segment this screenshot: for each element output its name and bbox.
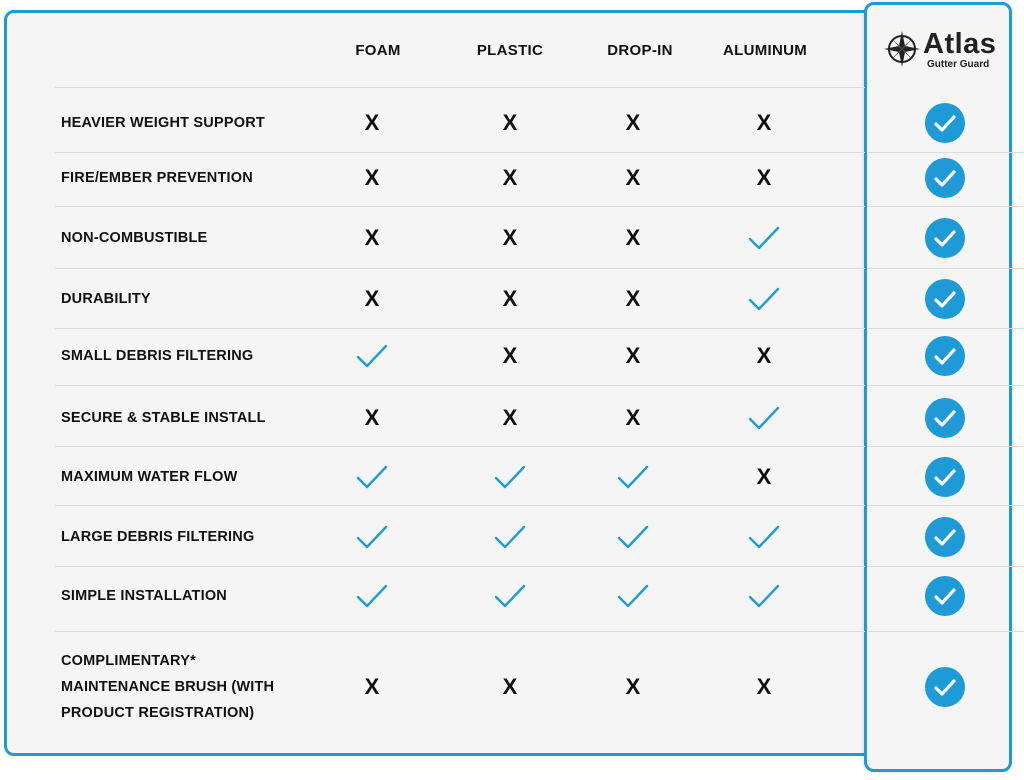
row-divider <box>55 566 865 567</box>
row-divider <box>55 328 865 329</box>
check-circle-icon <box>925 576 965 616</box>
check-icon <box>746 283 782 315</box>
column-header-aluminum: ALUMINUM <box>722 42 808 59</box>
row-label: HEAVIER WEIGHT SUPPORT <box>61 115 265 131</box>
check-icon <box>492 521 528 553</box>
column-header-foam: FOAM <box>355 42 401 59</box>
check-icon <box>746 521 782 553</box>
x-mark: X <box>502 165 518 190</box>
row-divider <box>868 385 1024 386</box>
check-icon <box>615 580 651 612</box>
check-icon <box>354 461 390 493</box>
x-mark: X <box>756 343 772 368</box>
row-divider <box>55 631 865 632</box>
row-label: FIRE/EMBER PREVENTION <box>61 170 253 186</box>
x-mark: X <box>625 343 641 368</box>
check-icon <box>746 580 782 612</box>
x-mark: X <box>502 225 518 250</box>
row-label: NON-COMBUSTIBLE <box>61 230 208 246</box>
row-label: SIMPLE INSTALLATION <box>61 588 227 604</box>
x-mark: X <box>625 405 641 430</box>
row-divider <box>55 446 865 447</box>
x-mark: X <box>502 343 518 368</box>
row-divider <box>55 268 865 269</box>
x-mark: X <box>756 464 772 489</box>
column-header-drop-in: DROP-IN <box>607 42 673 59</box>
check-icon <box>615 461 651 493</box>
row-label-line: MAINTENANCE BRUSH (WITH <box>61 679 275 695</box>
x-mark: X <box>756 165 772 190</box>
check-circle-icon <box>925 517 965 557</box>
x-mark: X <box>625 110 641 135</box>
x-mark: X <box>756 674 772 699</box>
row-label: LARGE DEBRIS FILTERING <box>61 529 255 545</box>
x-mark: X <box>756 110 772 135</box>
x-mark: X <box>364 165 380 190</box>
row-divider <box>55 505 865 506</box>
row-divider <box>868 446 1024 447</box>
check-circle-icon <box>925 103 965 143</box>
check-icon <box>354 521 390 553</box>
row-divider <box>55 87 865 88</box>
check-icon <box>746 222 782 254</box>
check-icon <box>492 580 528 612</box>
row-label-line: COMPLIMENTARY* <box>61 653 196 669</box>
row-divider <box>868 206 1024 207</box>
row-label <box>61 648 274 726</box>
check-circle-icon <box>925 279 965 319</box>
brand-subtitle: Gutter Guard <box>927 59 990 70</box>
check-icon <box>746 402 782 434</box>
compass-rose-icon <box>883 30 921 68</box>
x-mark: X <box>502 405 518 430</box>
check-icon <box>354 340 390 372</box>
x-mark: X <box>364 286 380 311</box>
x-mark: X <box>625 286 641 311</box>
row-label: SMALL DEBRIS FILTERING <box>61 348 254 364</box>
x-mark: X <box>625 674 641 699</box>
x-mark: X <box>625 165 641 190</box>
row-divider <box>55 206 865 207</box>
check-icon <box>492 461 528 493</box>
brand-name: Atlas <box>923 28 997 60</box>
x-mark: X <box>502 110 518 135</box>
row-divider <box>868 566 1024 567</box>
check-circle-icon <box>925 336 965 376</box>
check-circle-icon <box>925 398 965 438</box>
check-circle-icon <box>925 457 965 497</box>
check-circle-icon <box>925 667 965 707</box>
check-icon <box>615 521 651 553</box>
check-icon <box>354 580 390 612</box>
x-mark: X <box>364 110 380 135</box>
check-circle-icon <box>925 218 965 258</box>
row-label: MAXIMUM WATER FLOW <box>61 469 238 485</box>
row-divider <box>55 385 865 386</box>
x-mark: X <box>364 405 380 430</box>
row-label: DURABILITY <box>61 291 151 307</box>
x-mark: X <box>364 225 380 250</box>
row-divider <box>868 631 1024 632</box>
atlas-logo <box>883 30 1003 70</box>
column-header-plastic: PLASTIC <box>476 42 544 59</box>
x-mark: X <box>364 674 380 699</box>
row-divider <box>868 328 1024 329</box>
row-label: SECURE & STABLE INSTALL <box>61 410 266 426</box>
x-mark: X <box>625 225 641 250</box>
row-divider <box>55 152 865 153</box>
x-mark: X <box>502 674 518 699</box>
row-label-line: PRODUCT REGISTRATION) <box>61 705 255 721</box>
check-circle-icon <box>925 158 965 198</box>
row-divider <box>868 505 1024 506</box>
row-divider <box>868 152 1024 153</box>
row-divider <box>868 268 1024 269</box>
x-mark: X <box>502 286 518 311</box>
